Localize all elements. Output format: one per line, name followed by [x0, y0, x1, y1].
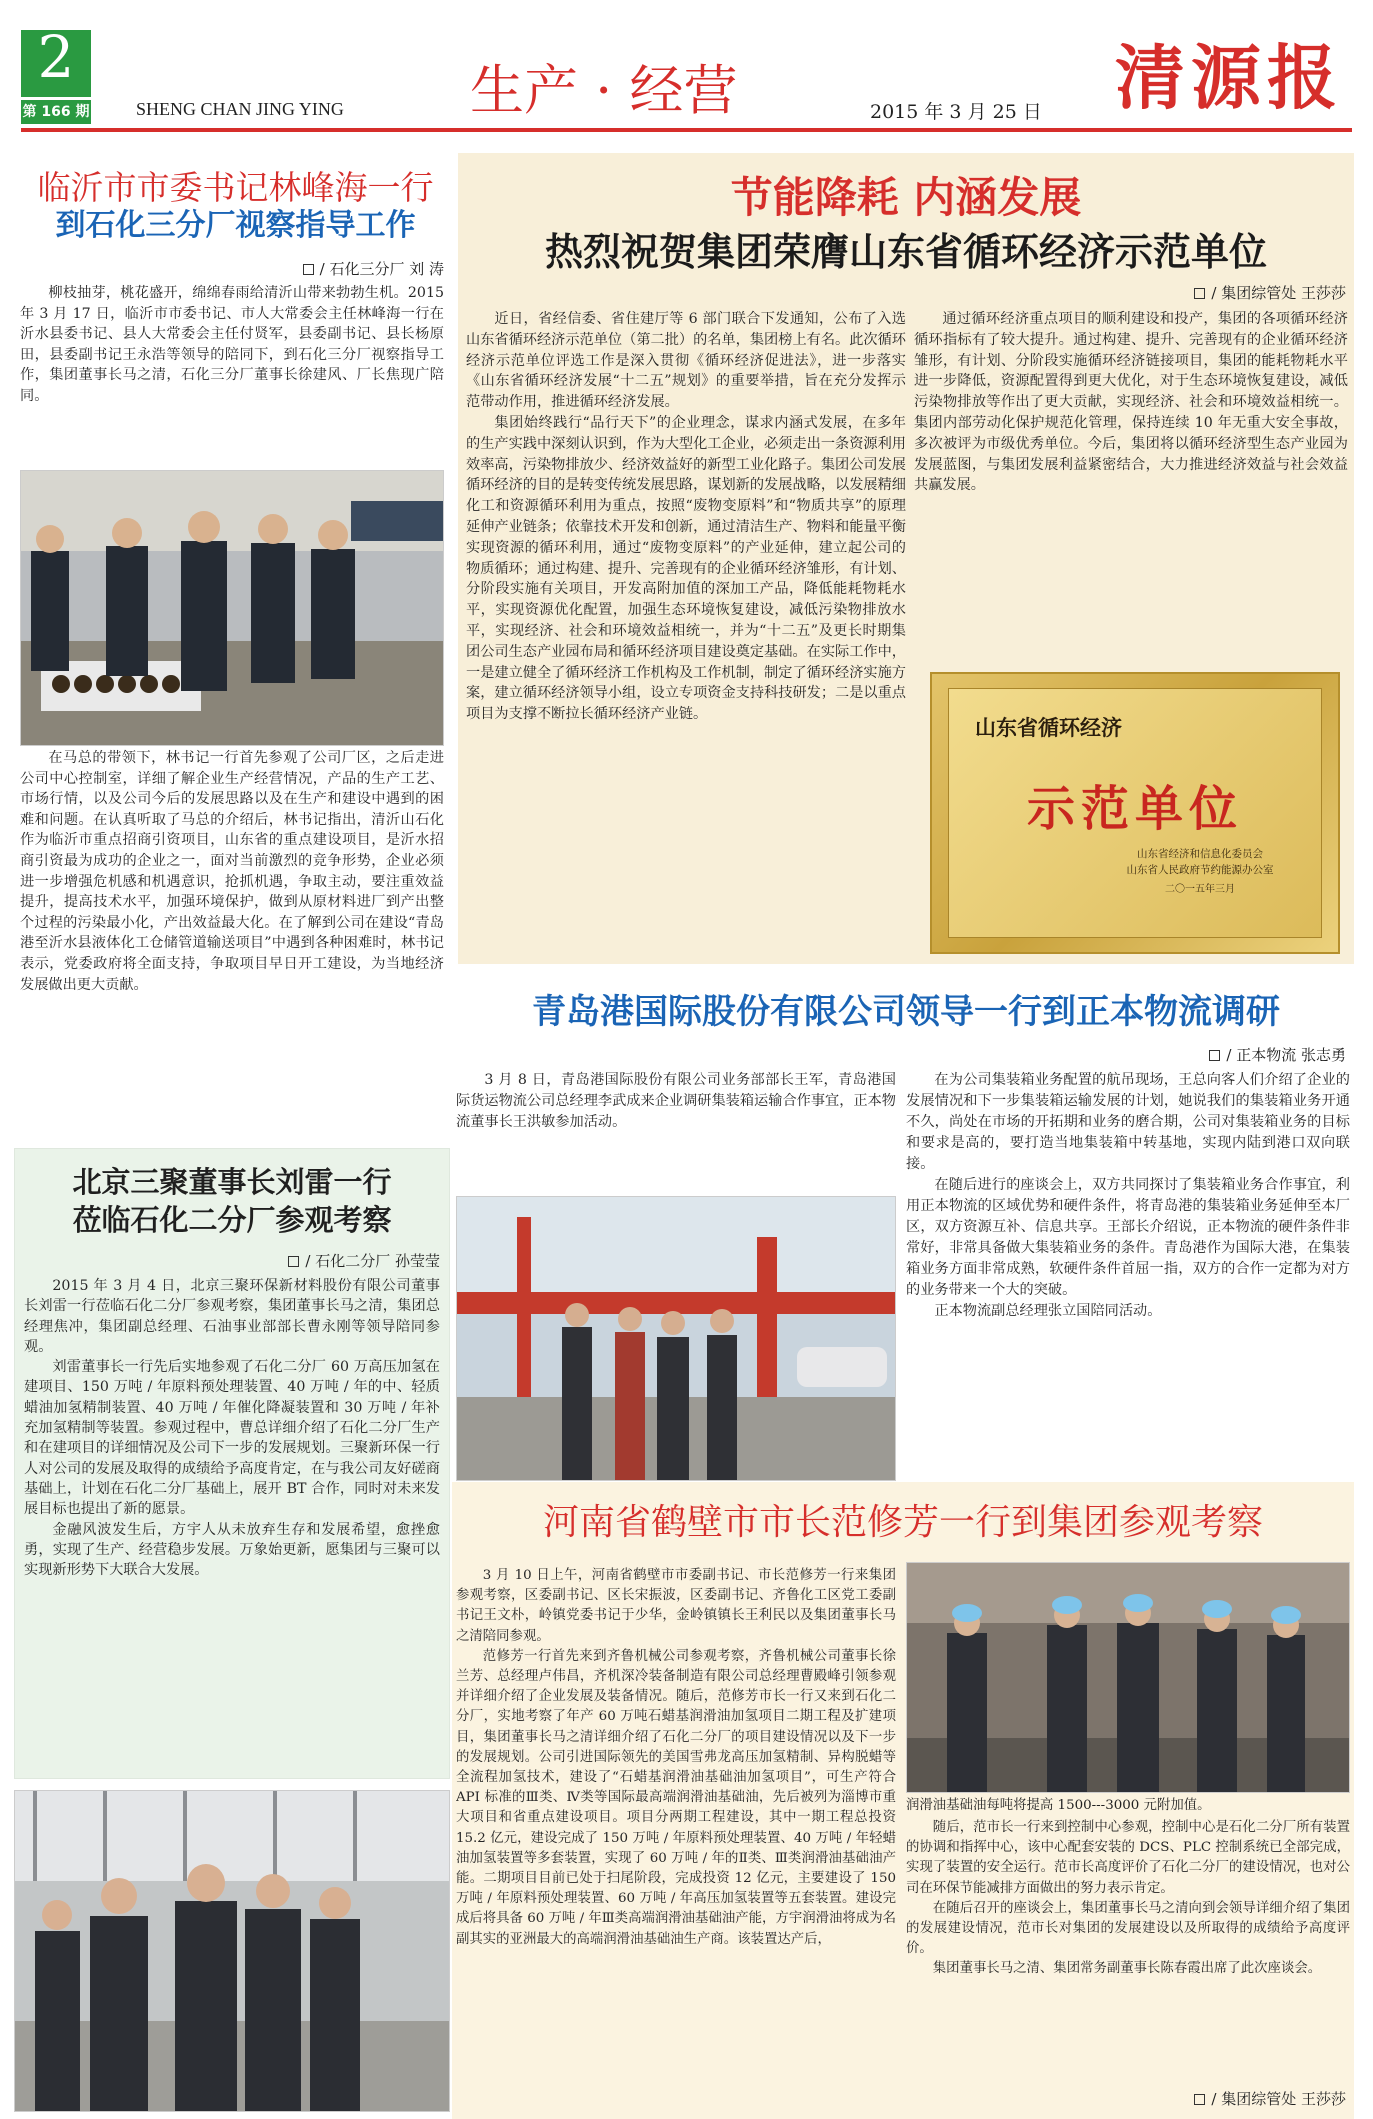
- a5-photo-caption: 润滑油基础油每吨将提高 1500---3000 元附加值。: [906, 1798, 1211, 1813]
- paper-name-logo: 清源报: [1115, 36, 1343, 119]
- a3-text-col2: [914, 309, 1348, 661]
- a3-byline: [1090, 282, 1346, 303]
- a3-plaque-line1: 山东省循环经济: [975, 715, 1122, 740]
- a2-paragraph-2: 刘雷董事长一行先后实地参观了石化二分厂 60 万高压加氢在建项目、150 万吨 / 年原料预处理装置、40 万吨 / 年的中、轻质蜡油加氢精制装置、40 万吨 / 年催化降凝装置和 30 万吨 / 年补充加氢精制等装置。参观过程中，曹总详细介绍了石化二分厂生产和在建项目的详细情况及公司下一步的发展规划。三聚新环保一行人对公司的发展及取得的成绩给予高度肯定，在与我公司友好磋商基础上，计划在石化二分厂基础上，展开 BT 合作，同时对未来发展目标也提出了新的愿景。: [24, 1359, 440, 1518]
- a3-title-line1: 节能降耗 内涵发展: [730, 173, 1082, 222]
- a2-paragraph-3: 金融风波发生后，方宇人从未放弃生存和发展希望，愈挫愈勇，实现了生产、经营稳步发展。万象始更新，愿集团与三聚可以实现新形势下大联合大发展。: [24, 1521, 440, 1579]
- a1-text-top: [20, 283, 444, 469]
- a1-byline-text: / 石化三分厂 刘 涛: [319, 260, 444, 278]
- page-number: 2: [37, 23, 75, 91]
- a3-paragraph-3: 通过循环经济重点项目的顺利建设和投产，集团的各项循环经济循环指标有了较大提升。通过构建、提升、完善现有的企业循环经济雏形，有计划、分阶段实施循环经济链接项目，集团的能耗物耗水平进一步降低，资源配置得到更大优化，对于生态环境恢复建设，减低污染物排放等作出了更大贡献，实现经济、社会和环境效益相统一。集团内部劳动化保护规范化管理，保持连续 10 年无重大安全事故，多次被评为市级优秀单位。今后，集团将以循环经济型生态产业园为发展蓝图，与集团发展利益紧密结合，大力推进经济效益与社会效益共赢发展。: [914, 311, 1348, 494]
- a5-text-col2: [906, 1818, 1350, 2086]
- a4-paragraph-4: 正本物流副总经理张立国陪同活动。: [934, 1303, 1162, 1319]
- a5-paragraph-5: 集团董事长马之清、集团常务副董事长陈春霞出席了此次座谈会。: [932, 1961, 1322, 1977]
- a2-title-line1: 北京三聚董事长刘雷一行: [72, 1165, 392, 1199]
- a4-title: 青岛港国际股份有限公司领导一行到正本物流调研: [532, 992, 1280, 1032]
- a4-paragraph-1: 3 月 8 日，青岛港国际股份有限公司业务部部长王军，青岛港国际货运物流公司总经理李武成来企业调研集装箱运输合作事宜，正本物流董事长王洪敏参加活动。: [456, 1072, 896, 1130]
- a1-paragraph-1: 柳枝抽芽，桃花盛开，绵绵春雨给清沂山带来勃勃生机。2015 年 3 月 17 日，临沂市市委书记、市人大常委会主任林峰海一行在沂水县委书记、县人大常委会主任付贤军，县委副书记、县长杨原田，县委副书记王永浩等领导的陪同下，到石化三分厂视察指导工作，集团董事长马之清，石化三分厂董事长徐建风、厂长焦现广陪同。: [20, 285, 444, 404]
- a5-byline: [1110, 2088, 1346, 2109]
- a3-byline-text: / 集团综管处 王莎莎: [1211, 284, 1346, 302]
- section-title: 生产 · 经营: [470, 59, 738, 122]
- a4-photo-port: [456, 1196, 896, 1481]
- a2-paragraph-1: 2015 年 3 月 4 日，北京三聚环保新材料股份有限公司董事长刘雷一行莅临石化二分厂参观考察，集团董事长马之清，集团总经理焦冲，集团副总经理、石油事业部部长曹永刚等领导陪同参观。: [24, 1278, 440, 1355]
- a5-text-col1: [456, 1566, 896, 2116]
- section-pinyin: SHENG CHAN JING YING: [136, 99, 344, 119]
- issue-date: 2015 年 3 月 25 日: [870, 101, 1042, 123]
- a3-plaque-issuer2: 山东省人民政府节约能源办公室: [1126, 864, 1274, 876]
- a4-byline: [1120, 1044, 1346, 1065]
- a3-paragraph-2: 集团始终践行“品行天下”的企业理念，谋求内涵式发展，在多年的生产实践中深刻认识到，作为大型化工企业，必须走出一条资源利用效率高，污染物排放少、经济效益好的新型工业化路子。集团公司发展循环经济的目的是转变传统发展思路，谋划新的发展战略，以发展精细化工和资源循环利用为重点，按照“废物变原料”和“物质共享”的原理延伸产业链条；依靠技术开发和创新，通过清洁生产、物料和能量平衡实现资源的循环利用，通过“废物变原料”的产业延伸，建立起公司的物质循环；通过构建、提升、完善现有的企业循环经济雏形，有计划、分阶段实施有关项目，开发高附加值的深加工产品，降低能耗物耗水平，实现资源优化配置，加强生态环境恢复建设，减低污染物排放水平，实现经济、社会和环境效益相统一，并为“十二五”及更长时期集团公司生态产业园布局和循环经济项目建设奠定基础。在实际工作中，一是建立健全了循环经济工作机构及工作机制，制定了循环经济实施方案，建立循环经济领导小组，设立专项资金支持科技研发；二是以重点项目为支撑不断拉长循环经济产业链。: [466, 414, 906, 723]
- masthead-rule: [21, 128, 1352, 132]
- a5-photo-plant: [906, 1562, 1350, 1793]
- issue-badge: 第 166 期: [21, 100, 91, 124]
- a4-paragraph-3: 在随后进行的座谈会上，双方共同探讨了集装箱业务合作事宜，利用正本物流的区域优势和硬件条件，将青岛港的集装箱业务延伸至本厂区，双方资源互补、信息共享。王部长介绍说，正本物流的硬件条件非常好，非常具备做大集装箱业务的条件。青岛港作为国际大港，在集装箱业务方面非常成熟，软硬件条件首屈一指，双方的合作一定都为对方的业务带来一个大的突破。: [906, 1177, 1350, 1298]
- a1-text-bottom: [20, 748, 444, 1144]
- a4-byline-text: / 正本物流 张志勇: [1226, 1046, 1346, 1064]
- a5-paragraph-4: 在随后召开的座谈会上，集团董事长马之清向到会领导详细介绍了集团的发展建设情况，范市长对集团的发展建设以及所取得的成绩给予高度评价。: [906, 1900, 1350, 1957]
- a4-text-col1: [456, 1070, 896, 1194]
- a2-text: [24, 1276, 440, 1774]
- a3-plaque-issuer1: 山东省经济和信息化委员会: [1137, 848, 1263, 860]
- a4-paragraph-2: 在为公司集装箱业务配置的航吊现场，王总向客人们介绍了企业的发展情况和下一步集装箱运输发展的计划，她说我们的集装箱业务开通不久，尚处在市场的开拓期和业务的磨合期，公司对集装箱业务的目标和要求是高的，要打造当地集装箱中转基地，实现内陆到港口双向联接。: [906, 1072, 1350, 1172]
- a5-title: 河南省鹤壁市市长范修芳一行到集团参观考察: [542, 1502, 1263, 1543]
- a1-byline: [200, 258, 444, 279]
- a3-title-line2: 热烈祝贺集团荣膺山东省循环经济示范单位: [544, 230, 1267, 274]
- a2-title-line2: 莅临石化二分厂参观考察: [72, 1203, 392, 1237]
- a3-text-col1: [466, 309, 906, 960]
- a1-paragraph-2: 在马总的带领下，林书记一行首先参观了公司厂区，之后走进公司中心控制室，详细了解企业生产经营情况，产品的生产工艺、市场行情，以及公司今后的发展思路以及在生产和建设中遇到的困难和问题。在认真听取了马总的介绍后，林书记指出，清沂山石化作为临沂市重点招商引资项目，山东省的重点建设项目，是沂水招商引资最为成功的企业之一，面对当前激烈的竞争形势，企业必须进一步增强危机感和机遇意识，抢抓机遇，争取主动，要注重效益提升，提高技术水平，加强环境保护，做到从原材料进厂到产出整个过程的污染最小化，产出效益最大化。在了解到公司在建设“青岛港至沂水县液体化工仓储管道输送项目”中遇到各种困难时，林书记表示，党委政府将全面支持，争取项目早日开工建设，为当地经济发展做出更大贡献。: [20, 750, 444, 993]
- a1-title-line2: 到石化三分厂视察指导工作: [55, 208, 416, 243]
- a3-plaque-date: 二〇一五年三月: [1165, 884, 1235, 895]
- a1-title-line1: 临沂市市委书记林峰海一行: [37, 168, 434, 207]
- a1-photo-meeting: [20, 470, 444, 746]
- a5-paragraph-2: 范修芳一行首先来到齐鲁机械公司参观考察，齐鲁机械公司董事长徐兰芳、总经理卢伟昌，齐机深冷装备制造有限公司总经理曹殿峰引领参观并详细介绍了企业发展及装备情况。随后，范修芳市长一行又来到石化二分厂，实地考察了年产 60 万吨石蜡基润滑油加氢项目二期工程及扩建项目，集团董事长马之清详细介绍了石化二分厂的项目建设情况以及下一步的发展规划。公司引进国际领先的美国雪弗龙高压加氢精制、异构脱蜡等全流程加氢技术，建设了“石蜡基润滑油基础油加氢项目”，可生产符合 API 标准的Ⅲ类、Ⅳ类等国际最高端润滑油基础油，先后被列为淄博市重大项目和省重点建设项目。项目分两期工程建设，其中一期工程总投资 15.2 亿元，建设完成了 150 万吨 / 年原料预处理装置、40 万吨 / 年轻蜡油加氢装置等多套装置，实现了 60 万吨 / 年的Ⅱ类、Ⅲ类润滑油基础油产能。二期项目目前已处于扫尾阶段，完成投资 12 亿元，主要建设了 150 万吨 / 年原料预处理装置、60 万吨 / 年高压加氢装置等五套装置。建设完成后将具备 60 万吨 / 年Ⅲ类高端润滑油基础油产能，方宇润滑油将成为名副其实的亚洲最大的高端润滑油基础油生产商。该装置达产后，: [456, 1648, 896, 1947]
- a4-text-col2: [906, 1070, 1350, 1480]
- a5-paragraph-3: 随后，范市长一行来到控制中心参观，控制中心是石化二分厂所有装置的协调和指挥中心，该中心配套安装的 DCS、PLC 控制系统已全部完成，实现了装置的安全运行。范市长高度评价了石化二分厂的建设情况，也对公司在环保节能减排方面做出的努力表示肯定。: [906, 1820, 1350, 1896]
- a3-paragraph-1: 近日，省经信委、省住建厅等 6 部门联合下发通知，公布了入选山东省循环经济示范单位（第二批）的名单，集团榜上有名。此次循环经济示范单位评选工作是深入贯彻《循环经济促进法》，进一步落实《山东省循环经济发展“十二五”规划》的重要举措，旨在充分发挥示范带动作用，推进循环经济发展。: [466, 311, 906, 411]
- a2-photo-visit: [14, 1790, 450, 2112]
- a2-byline-text: / 石化二分厂 孙莹莹: [305, 1252, 440, 1270]
- a3-plaque-line2: 示范单位: [1026, 781, 1243, 837]
- a2-byline: [200, 1250, 440, 1271]
- a5-paragraph-1: 3 月 10 日上午，河南省鹤壁市市委副书记、市长范修芳一行来集团参观考察，区委副书记、区长宋振波，区委副书记、齐鲁化工区党工委副书记王文朴，岭镇党委书记于少华，金岭镇镇长王利民以及集团董事长马之清陪同参观。: [456, 1568, 896, 1644]
- a5-byline-text: / 集团综管处 王莎莎: [1211, 2090, 1346, 2108]
